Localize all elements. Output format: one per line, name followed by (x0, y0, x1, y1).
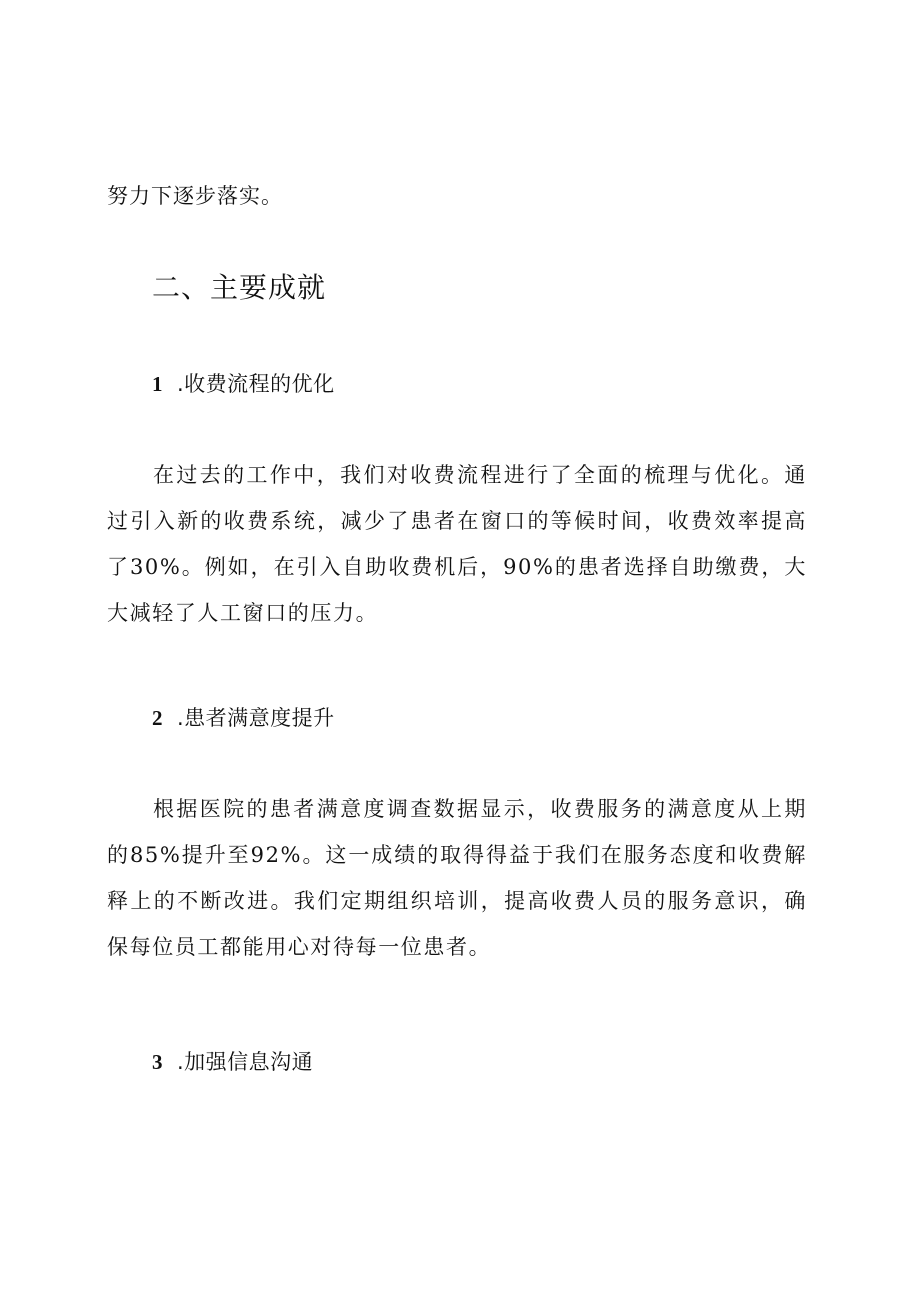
paragraph-1: 在过去的工作中，我们对收费流程进行了全面的梳理与优化。通过引入新的收费系统，减少了患者在窗口的等候时间，收费效率提高了30%。例如，在引入自助收费机后，90%的患者选择自助缴费，大大减轻了人工窗口的压力。 (107, 463, 807, 625)
continuation-text: 努力下逐步落实。 (107, 184, 283, 208)
section-title: 二、主要成就 (152, 271, 327, 304)
subsection-number: 2 (152, 706, 163, 730)
subsection-title: .收费流程的优化 (177, 372, 335, 396)
subsection-title: .加强信息沟通 (177, 1050, 314, 1074)
subsection-number: 1 (152, 372, 163, 396)
subsection-heading-3 (152, 1047, 313, 1077)
subsection-heading-2 (152, 703, 335, 733)
subsection-title: .患者满意度提升 (177, 706, 335, 730)
paragraph-2: 根据医院的患者满意度调查数据显示，收费服务的满意度从上期的85%提升至92%。这一成绩的取得得益于我们在服务态度和收费解释上的不断改进。我们定期组织培训，提高收费人员的服务意识，确保每位员工都能用心对待每一位患者。 (107, 797, 807, 959)
subsection-heading-1 (152, 369, 335, 399)
subsection-number: 3 (152, 1050, 163, 1074)
